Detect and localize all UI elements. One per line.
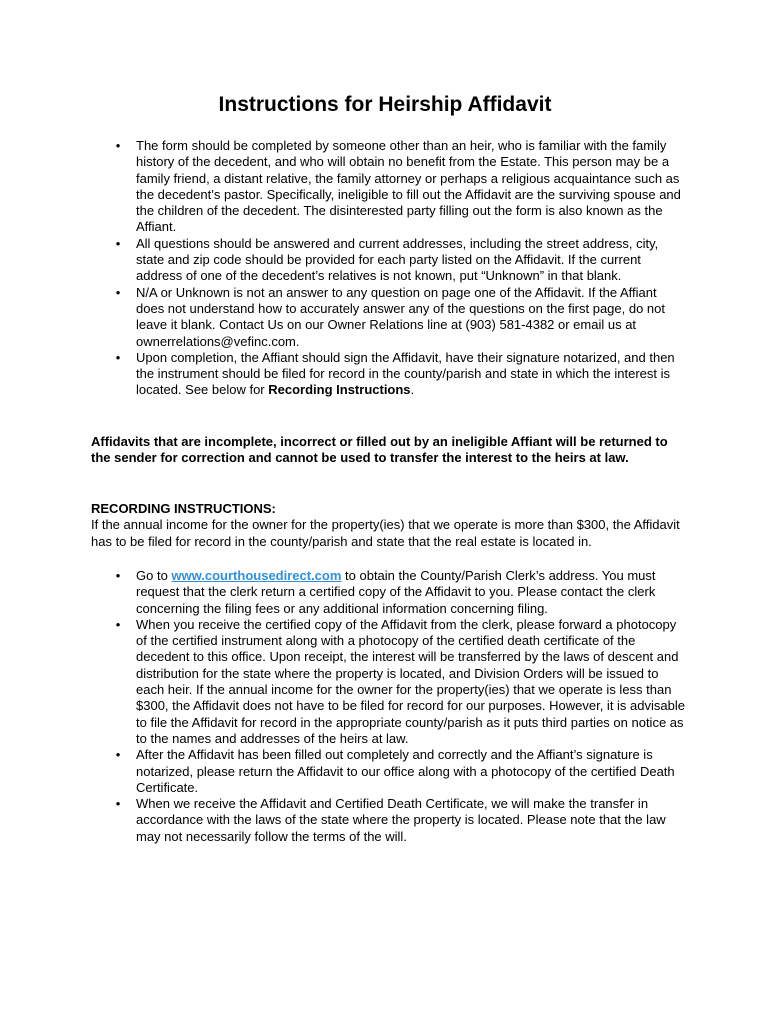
bullet-icon: • xyxy=(115,284,121,300)
list-item-text xyxy=(136,568,656,616)
instructions-list xyxy=(113,138,685,399)
recording-steps-list xyxy=(113,568,685,845)
list-item xyxy=(113,285,685,350)
list-item xyxy=(113,350,685,399)
list-item xyxy=(113,617,685,747)
bullet-icon: • xyxy=(115,796,121,812)
bullet-icon: • xyxy=(115,616,121,632)
bullet-icon: • xyxy=(115,747,121,763)
list-item xyxy=(113,138,685,236)
list-item xyxy=(113,568,685,617)
list-item-text: The form should be completed by someone other than an heir, who is familiar with the family history of the decedent, and who will obtain no benefit from the Estate. This person may be a family friend, a distant relative, the family attorney or perhaps a religious acquaintance such as the decedent’s pastor. Specifically, ineligible to fill out the Affidavit are the surviving spouse and the children of the decedent. The disinterested party filling out the form is also known as the Affiant. xyxy=(136,138,681,235)
list-item xyxy=(113,747,685,796)
bullet-icon: • xyxy=(115,235,121,251)
recording-instructions-section xyxy=(91,501,691,550)
page-title: Instructions for Heirship Affidavit xyxy=(218,93,552,116)
list-item xyxy=(113,236,685,285)
bullet-icon: • xyxy=(115,349,121,365)
recording-intro: If the annual income for the owner for the property(ies) that we operate is more than $300, the Affidavit has to be filed for record in the county/parish and state that the real estate is located in. xyxy=(91,517,680,549)
recording-instructions-reference: Recording Instructions xyxy=(268,382,411,398)
list-item-text: When we receive the Affidavit and Certified Death Certificate, we will make the transfer in accordance with the laws of the state where the property is located. Please note that the law may not necessarily follow the terms of the will. xyxy=(136,796,666,844)
list-item-text-part: Upon completion, the Affiant should sign the Affidavit, have their signature notarized, and then the instrument should be filed for record in the county/parish and state in which the interest is located. See below for xyxy=(136,349,675,398)
list-item-text xyxy=(136,350,675,398)
list-item-text-part: Go to xyxy=(136,568,172,583)
courthouse-direct-link[interactable]: www.courthousedirect.com xyxy=(171,568,342,583)
warning-notice: Affidavits that are incomplete, incorrect or filled out by an ineligible Affiant will be returned to the sender for correction and cannot be used to transfer the interest to the heirs at law. xyxy=(91,434,668,466)
list-item-text: N/A or Unknown is not an answer to any question on page one of the Affidavit. If the Affiant does not understand how to accurately answer any of the questions on the first page, do not leave it blank. Contact Us on our Owner Relations line at (903) 581-4382 or email us at ownerrelations@vefinc.com. xyxy=(136,284,666,349)
list-item-text-end: . xyxy=(410,382,415,398)
list-item-text-part: to obtain the County/Parish Clerk’s address. You must request that the clerk return a certified copy of the Affidavit to you. Please contact the clerk concerning the filing fees or any additional information concerning filing. xyxy=(136,568,656,616)
bullet-icon: • xyxy=(115,568,121,583)
list-item-text: When you receive the certified copy of the Affidavit from the clerk, please forward a photocopy of the certified instrument along with a photocopy of the certified death certificate of the decedent to this office. Upon receipt, the interest will be transferred by the laws of descent and distribution for the state where the property is located, and Division Orders will be issued to each heir. If the annual income for the owner for the property(ies) that we operate is less than $300, the Affidavit does not have to be filed for record for our purposes. However, it is advisable to file the Affidavit for record in the appropriate county/parish as it puts third parties on notice as to the names and addresses of the heirs at law. xyxy=(136,616,685,746)
list-item-text: All questions should be answered and current addresses, including the street address, city, state and zip code should be provided for each party listed on the Affidavit. If the current address of one of the decedent’s relatives is not known, put “Unknown” in that blank. xyxy=(136,235,659,284)
list-item-text: After the Affidavit has been filled out completely and correctly and the Affiant’s signature is notarized, please return the Affidavit to our office along with a photocopy of the certified Death Certificate. xyxy=(136,747,675,795)
bullet-icon: • xyxy=(115,138,121,153)
list-item xyxy=(113,796,685,845)
recording-heading: RECORDING INSTRUCTIONS: xyxy=(91,501,276,516)
